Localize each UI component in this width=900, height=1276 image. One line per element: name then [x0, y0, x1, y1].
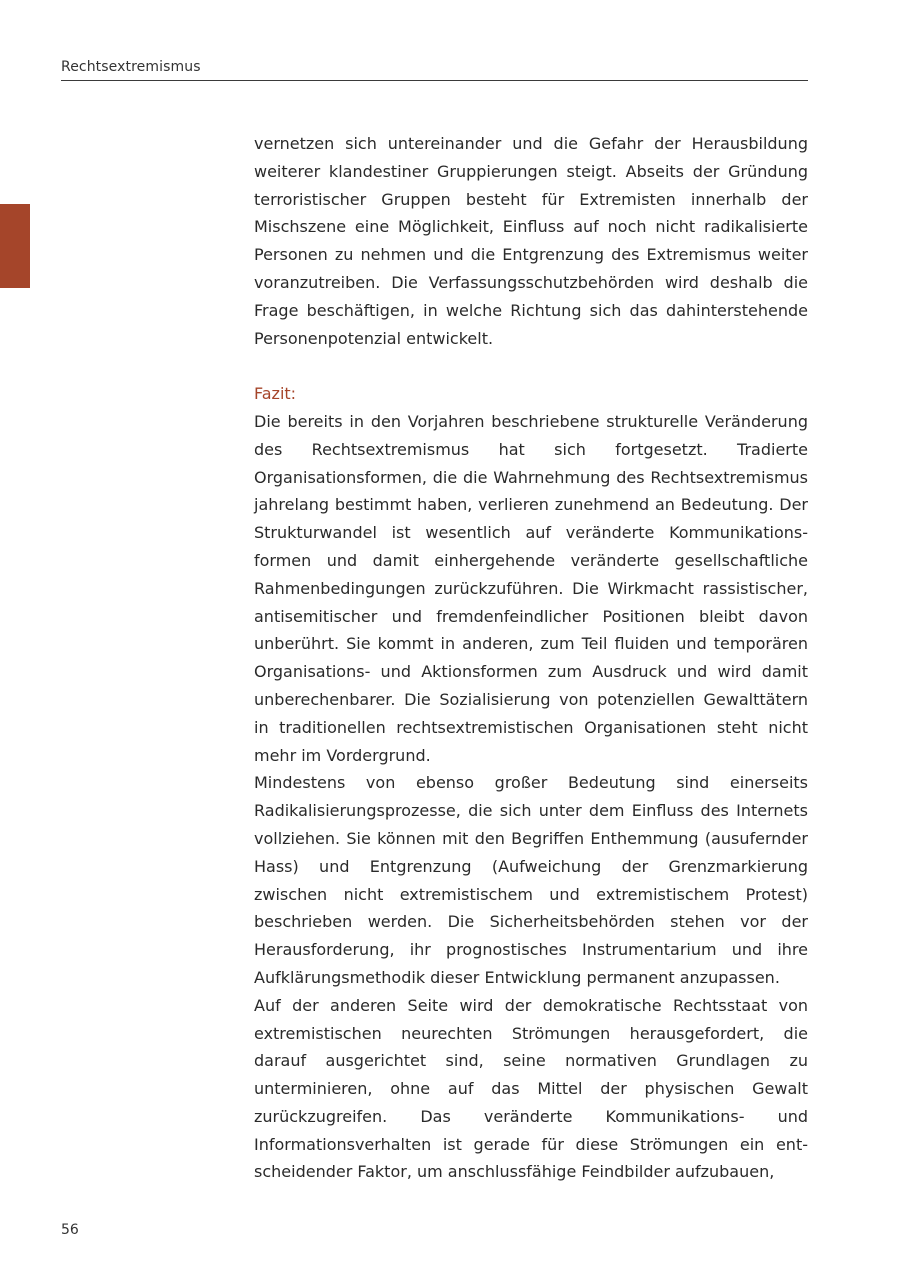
- intro-paragraph: vernetzen sich untereinander und die Gefahr der Herausbildung weiterer klandestiner Gruppierungen steigt. Abseits der Gründung terroristischer Gruppen besteht für Extremisten innerhalb der Mischszene eine Möglichkeit, Einfluss auf noch nicht radikalisierte Personen zu nehmen und die Entgrenzung des Extremismus weiter voranzutreiben. Die Verfassungsschutzbehörden wird deshalb die Frage beschäftigen, in welche Richtung sich das dahinterstehende Personenpotenzial entwickelt.: [254, 134, 808, 348]
- paragraph: Mindestens von ebenso großer Bedeutung sind einerseits Radikalisierungsprozesse, die sich unter dem Einfluss des Internets vollziehen. Sie können mit den Begriffen Enthemmung (ausufernder Hass) und Entgrenzung (Aufweichung der Grenzmarkierung zwischen nicht extremistischem und extremistischem Protest) beschrieben werden. Die Sicherheitsbehörden stehen vor der Herausforderung, ihr prognostisches Instrumentarium und ihre Aufklärungsmethodik dieser Entwicklung permanent anzupassen.: [254, 773, 808, 987]
- body-text: [254, 130, 808, 1186]
- running-header: Rechtsextremismus: [61, 59, 201, 75]
- header-rule: [61, 80, 808, 81]
- section-heading: Fazit:: [254, 384, 297, 404]
- chapter-tab-marker: [0, 204, 30, 288]
- page-number: 56: [61, 1222, 79, 1238]
- paragraph: Die bereits in den Vorjahren beschriebene strukturelle Veränderung des Rechtsextremismus hat sich fortgesetzt. Tradierte Organisationsformen, die die Wahrnehmung des Rechtsextremismus jahrelang bestimmt haben, verlieren zunehmend an Bedeutung. Der Strukturwandel ist wesentlich auf veränderte Kommunikationsformen und damit einhergehende veränderte gesellschaftliche Rahmenbedingungen zurückzuführen. Die Wirkmacht rassistischer, antisemitischer und fremdenfeindlicher Positionen bleibt davon unberührt. Sie kommt in anderen, zum Teil fluiden und temporären Organisations- und Aktionsformen zum Ausdruck und wird damit unberechenbarer. Die Sozialisierung von potenziellen Gewalttätern in traditionellen rechtsextremistischen Organisationen steht nicht mehr im Vordergrund.: [254, 411, 808, 765]
- paragraph: Auf der anderen Seite wird der demokratische Rechtsstaat von extremistischen neurechten Strömungen herausgefordert, die darauf ausgerichtet sind, seine normativen Grundlagen zu unterminieren, ohne auf das Mittel der physischen Gewalt zurückzugreifen. Das veränderte Kommunikations- und Informationsverhalten ist gerade für diese Strömungen ein entscheidender Faktor, um anschlussfähige Feindbilder aufzubauen,: [254, 995, 808, 1182]
